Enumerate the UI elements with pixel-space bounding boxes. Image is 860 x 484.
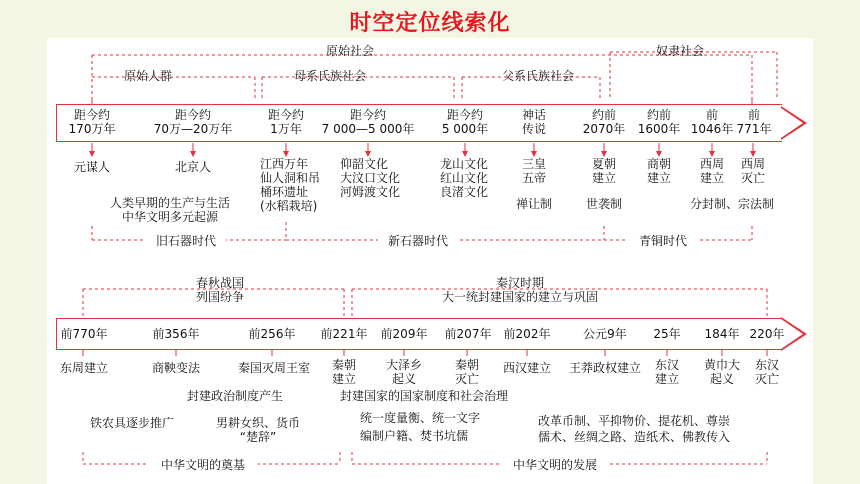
event-fengjian-zz: 封建政治制度产生 bbox=[186, 389, 283, 403]
timeline-point: 距今约 7 000—5 000年 bbox=[321, 108, 415, 136]
timeline-point: 前209年 bbox=[380, 327, 428, 341]
timeline-point: 前356年 bbox=[152, 327, 200, 341]
event-gaige: 改革币制、平抑物价、提花机、尊崇 儒术、丝绸之路、造纸术、佛教传入 bbox=[538, 414, 731, 444]
timeline-point: 前202年 bbox=[503, 327, 551, 341]
timeline-point: 前 1046年 bbox=[690, 108, 734, 136]
era-qinhan: 秦汉时期 大一统封建国家的建立与巩固 bbox=[441, 276, 598, 304]
timeline-point: 神话 传说 bbox=[521, 108, 546, 136]
timeline-point: 前221年 bbox=[320, 327, 368, 341]
event-yangshao: 仰韶文化 大汶口文化 河姆渡文化 bbox=[340, 157, 401, 199]
event-shanrang: 禅让制 bbox=[515, 197, 552, 211]
event-tieqi: 铁农具逐步推广 bbox=[90, 416, 175, 430]
era-dianji: 中华文明的奠基 bbox=[148, 458, 258, 472]
timeline-point: 距今约 5 000年 bbox=[441, 108, 489, 136]
timeline-point: 公元9年 bbox=[583, 327, 627, 341]
event-huangjin: 黄巾大 起义 bbox=[703, 358, 740, 386]
event-beijing: 北京人 bbox=[174, 160, 211, 174]
era-matriarchal: 母系氏族社会 bbox=[293, 69, 366, 83]
event-dazexiang: 大泽乡 起义 bbox=[385, 358, 422, 386]
timeline-point: 前256年 bbox=[248, 327, 296, 341]
timeline-point: 184年 bbox=[704, 327, 740, 341]
event-dongzhou: 东周建立 bbox=[59, 361, 108, 375]
era-paleolithic: 旧石器时代 bbox=[146, 234, 226, 248]
era-neolithic: 新石器时代 bbox=[378, 234, 458, 248]
event-shixi: 世袭制 bbox=[585, 197, 622, 211]
event-xizhou-end: 西周 灭亡 bbox=[740, 157, 765, 185]
era-patriarchal: 父系氏族社会 bbox=[501, 69, 574, 83]
page-title: 时空定位线索化 bbox=[349, 11, 511, 36]
era-bronze: 青铜时代 bbox=[628, 234, 698, 248]
event-qinjian: 秦朝 建立 bbox=[331, 358, 356, 386]
timeline-point: 25年 bbox=[653, 327, 681, 341]
timeline-point: 前207年 bbox=[444, 327, 492, 341]
event-jiangxi: 江西万年 仙人洞和吊 桶环遗址 (水稻栽培) bbox=[260, 157, 321, 213]
timeline-point: 220年 bbox=[749, 327, 785, 341]
event-shangyang: 商鞅变法 bbox=[151, 361, 200, 375]
event-xihan: 西汉建立 bbox=[502, 361, 551, 375]
event-xia: 夏朝 建立 bbox=[591, 157, 616, 185]
event-fenfeng: 分封制、宗法制 bbox=[689, 197, 774, 211]
timeline-point: 约前 1600年 bbox=[637, 108, 681, 136]
era-slave-society: 奴隶社会 bbox=[655, 44, 704, 58]
timeline-point: 距今约 170万年 bbox=[68, 108, 116, 136]
era-primitive-group: 原始人群 bbox=[123, 69, 172, 83]
event-origin: 人类早期的生产与生活 中华文明多元起源 bbox=[109, 196, 230, 224]
event-longshan: 龙山文化 红山文化 良渚文化 bbox=[440, 157, 489, 199]
event-wangmang: 王莽政权建立 bbox=[568, 361, 641, 375]
timeline-point: 距今约 1万年 bbox=[267, 108, 304, 136]
timeline-point: 前770年 bbox=[60, 327, 108, 341]
timeline-point: 前 771年 bbox=[736, 108, 772, 136]
event-sanhuang: 三皇 五帝 bbox=[521, 157, 546, 185]
event-xizhou: 西周 建立 bbox=[699, 157, 724, 185]
era-fazhan: 中华文明的发展 bbox=[500, 458, 610, 472]
event-donghan: 东汉 建立 bbox=[654, 358, 679, 386]
event-qinmie: 秦国灭周王室 bbox=[237, 361, 310, 375]
timeline-point: 约前 2070年 bbox=[582, 108, 626, 136]
era-primitive-society: 原始社会 bbox=[325, 44, 374, 58]
event-nangeng: 男耕女织、货币 “楚辞” bbox=[215, 416, 300, 444]
era-chunqiu: 春秋战国 列国纷争 bbox=[195, 276, 244, 304]
event-donghan-end: 东汉 灭亡 bbox=[754, 358, 779, 386]
event-qinmw: 秦朝 灭亡 bbox=[454, 358, 479, 386]
event-shang: 商朝 建立 bbox=[646, 157, 671, 185]
event-tongyi: 统一度量衡、统一文字 编制户籍、焚书坑儒 bbox=[360, 411, 481, 443]
event-fengjian-gj: 封建国家的国家制度和社会治理 bbox=[340, 389, 509, 403]
timeline-point: 距今约 70万—20万年 bbox=[153, 108, 233, 136]
event-yuanmou: 元谋人 bbox=[73, 160, 110, 174]
